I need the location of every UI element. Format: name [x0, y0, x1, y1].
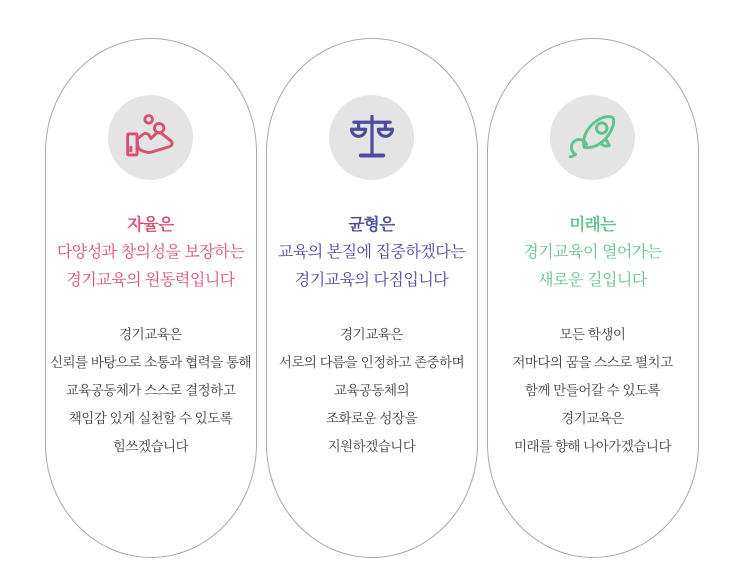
- body-line: 서로의 다름을 인정하고 존중하며: [278, 355, 465, 370]
- card-title-future: [523, 211, 662, 295]
- card-title-balance: [278, 211, 465, 295]
- body-line: 함께 만들어갈 수 있도록: [524, 383, 661, 398]
- title-keyword: 균형은: [348, 216, 395, 234]
- body-line: 책임감 있게 실천할 수 있도록: [68, 411, 233, 426]
- title-line: 새로운 길입니다: [538, 272, 647, 289]
- card-future: [487, 38, 699, 558]
- rocket-icon: [565, 110, 621, 166]
- hand-with-coins-icon: [123, 110, 179, 166]
- body-line: 힘쓰겠습니다: [112, 439, 189, 454]
- body-line: 교육공동체의: [333, 383, 410, 398]
- title-keyword: 미래는: [569, 216, 616, 234]
- balance-scale-icon: [344, 110, 400, 166]
- card-balance: [266, 38, 478, 558]
- title-line: 교육의 본질에 집중하겠다는: [277, 244, 466, 261]
- body-line: 경기교육은: [561, 411, 624, 426]
- card-autonomy: [45, 38, 257, 558]
- card-body-balance: [279, 321, 464, 461]
- icon-circle-autonomy: [108, 95, 193, 180]
- title-keyword: 자율은: [127, 216, 174, 234]
- title-line: 경기교육이 열어가는: [523, 244, 662, 261]
- title-line: 경기교육의 원동력입니다: [66, 272, 235, 289]
- body-line: 저마다의 꿈을 스스로 펼치고: [512, 355, 673, 370]
- title-line: 다양성과 창의성을 보장하는: [56, 244, 245, 261]
- body-line: 조화로운 성장을: [325, 411, 418, 426]
- card-body-autonomy: [50, 321, 251, 461]
- body-line: 모든 학생이: [559, 327, 626, 342]
- card-body-future: [512, 321, 672, 461]
- icon-circle-balance: [329, 95, 414, 180]
- icon-circle-future: [550, 95, 635, 180]
- body-line: 미래를 향해 나아가겠습니다: [514, 439, 671, 454]
- body-line: 경기교육은: [340, 327, 403, 342]
- body-line: 교육공동체가 스스로 결정하고: [65, 383, 236, 398]
- body-line: 신뢰를 바탕으로 소통과 협력을 통해: [49, 355, 252, 370]
- card-title-autonomy: [57, 211, 244, 295]
- title-line: 경기교육의 다짐입니다: [294, 272, 449, 289]
- body-line: 지원하겠습니다: [327, 439, 416, 454]
- body-line: 경기교육은: [119, 327, 182, 342]
